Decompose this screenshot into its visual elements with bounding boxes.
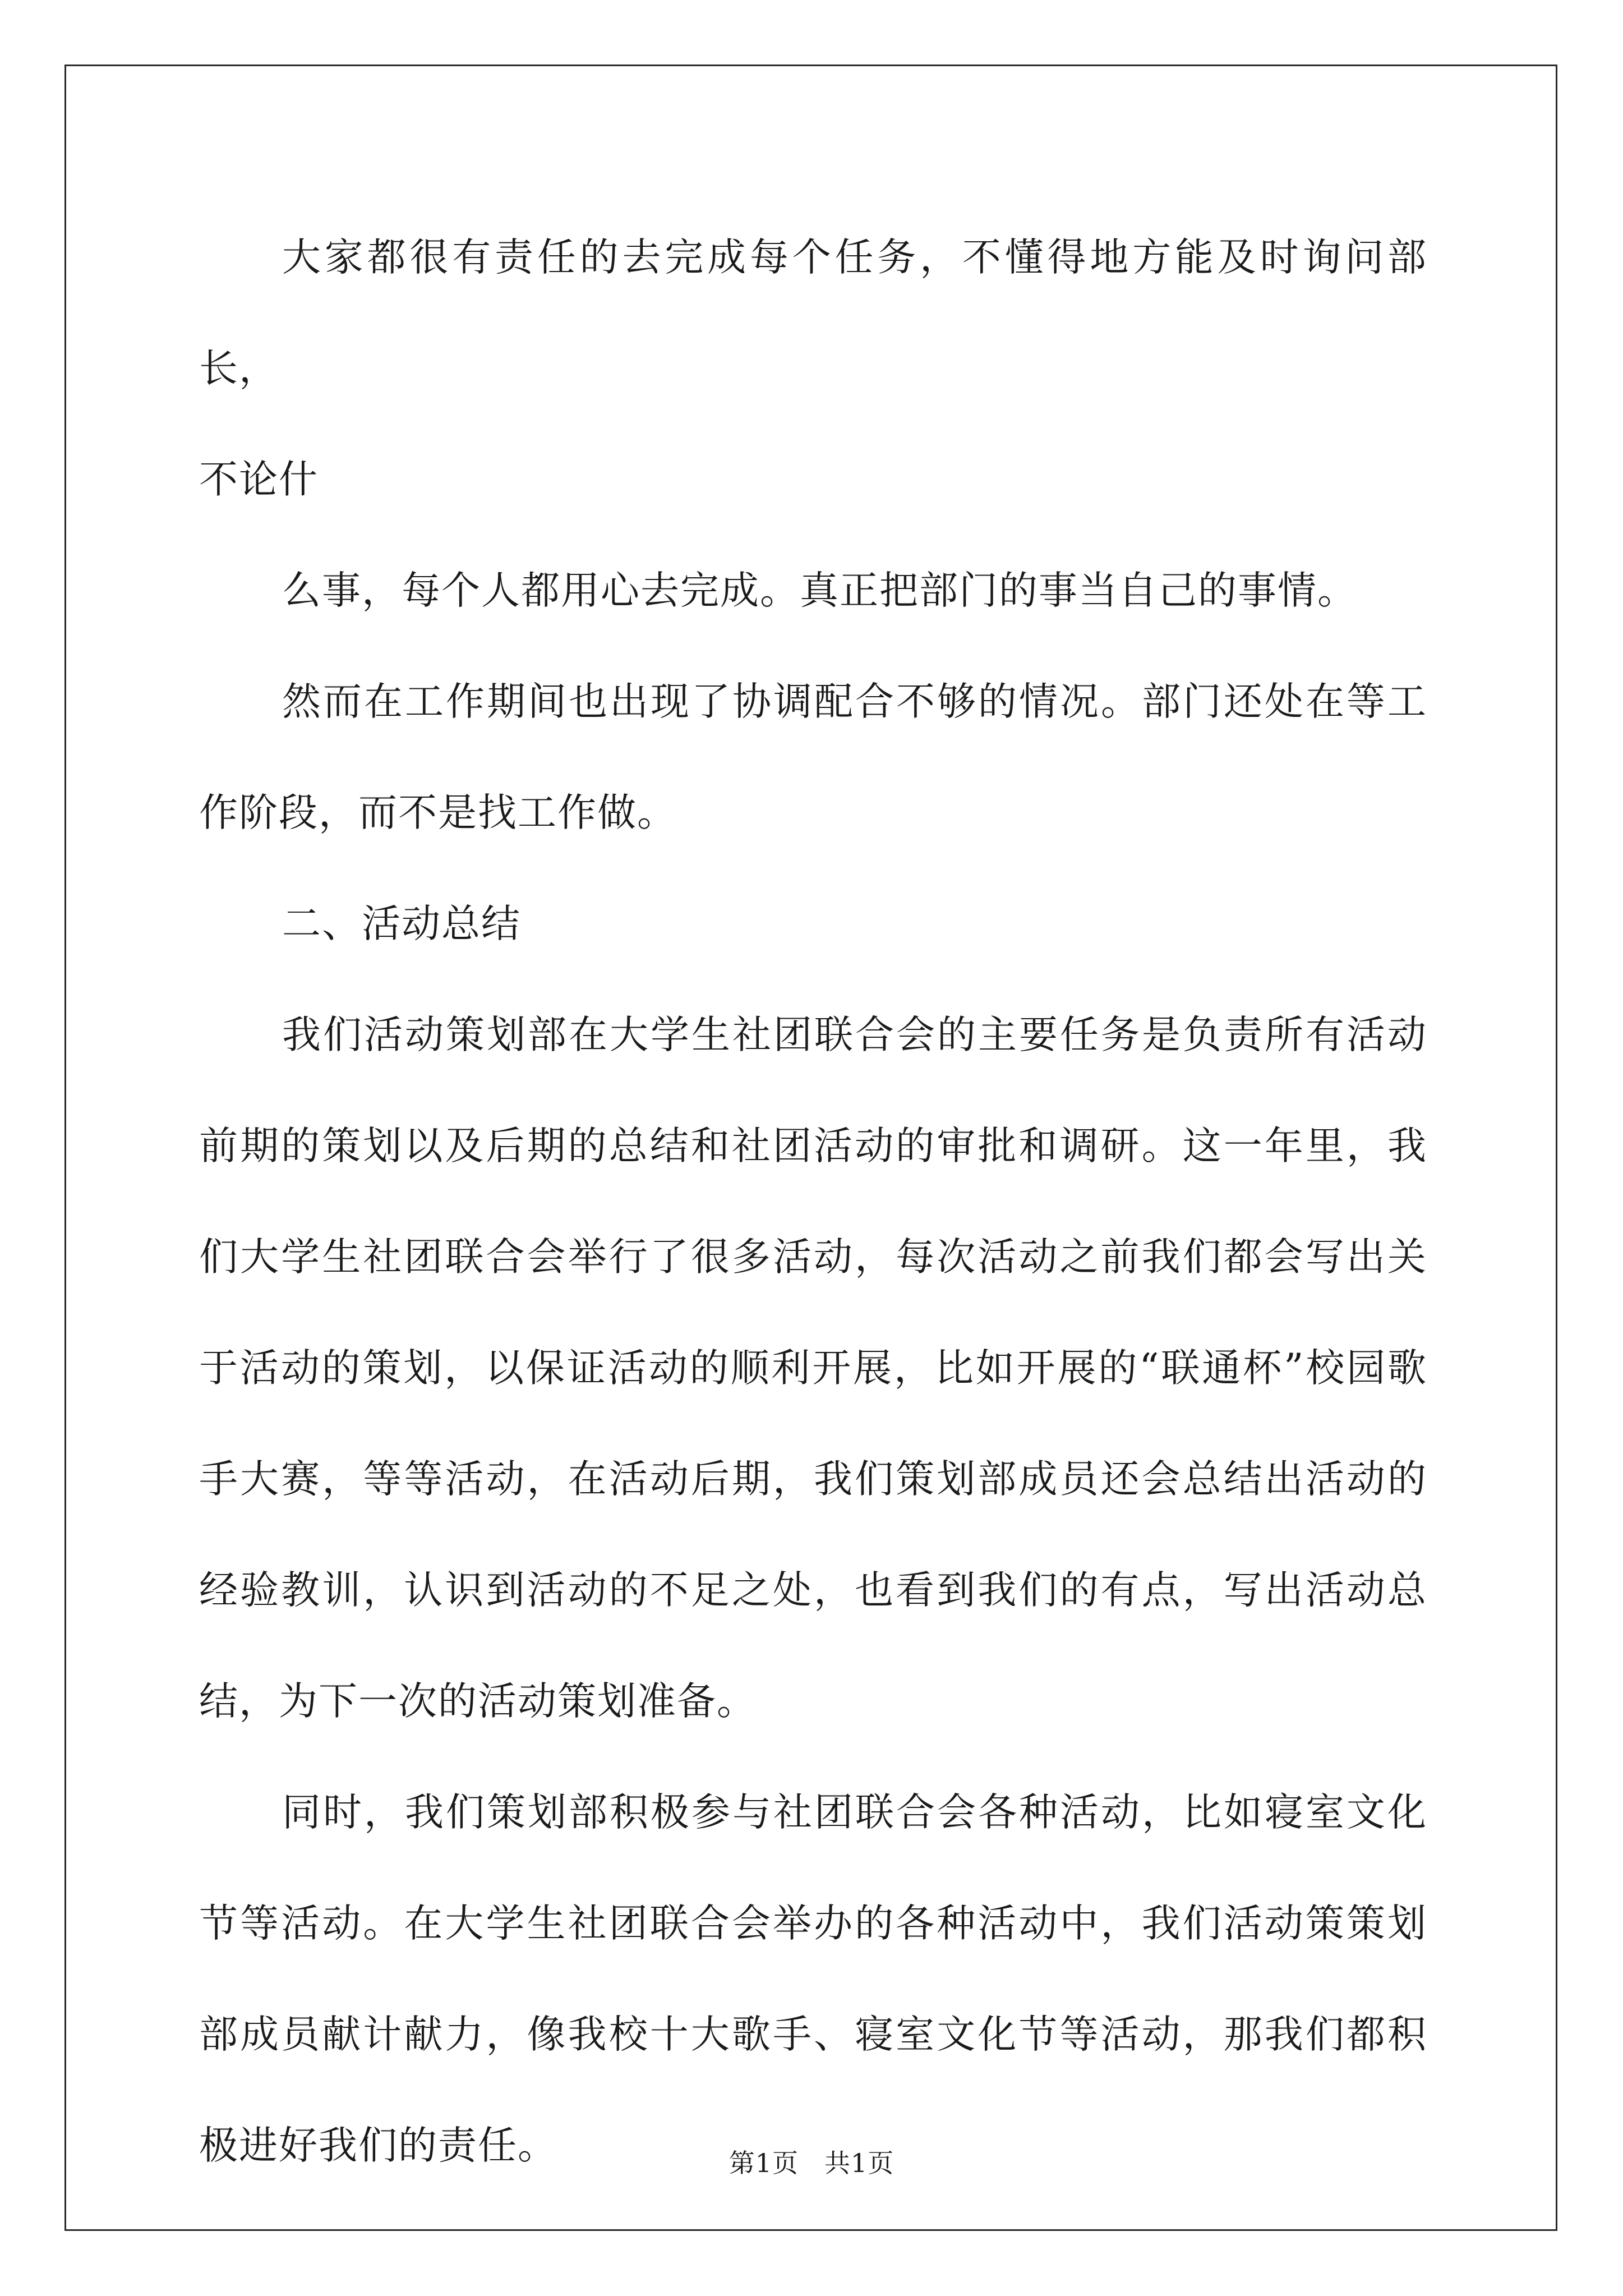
paragraph-4: 然而在工作期间也出现了协调配合不够的情况。部门还处在等工作阶段，而不是找工作做。 [199,679,1427,835]
paragraph-7: 同时，我们策划部积极参与社团联合会各种活动，比如寝室文化节等活动。在大学生社团联合会举办的各种活动中，我们活动策策划部成员献计献力，像我校十大歌手、寝室文化节等活动，那我们都积极进好我们的责任。 [199,1790,1427,2168]
page-number-total: 共1页 [824,2148,895,2178]
paragraph-3: 么事，每个人都用心去完成。真正把部门的事当自己的事情。 [282,568,1357,613]
document-body [199,202,1427,2201]
page-number-current: 第1页 [728,2148,799,2178]
paragraph-2: 不论什 [199,457,319,502]
page-footer [0,2143,1623,2180]
paragraph-1: 大家都很有责任的去完成每个任务，不懂得地方能及时询问部长， [199,235,1427,391]
paragraph-6: 我们活动策划部在大学生社团联合会的主要任务是负责所有活动前期的策划以及后期的总结和社团活动的审批和调研。这一年里，我们大学生社团联合会举行了很多活动，每次活动之前我们都会写出关于活动的策划，以保证活动的顺利开展，比如开展的“联通杯”校园歌手大赛，等等活动，在活动后期，我们策划部成员还会总结出活动的经验教训，认识到活动的不足之处，也看到我们的有点，写出活动总结，为下一次的活动策划准备。 [199,1013,1427,1724]
section-heading-activity-summary: 二、活动总结 [282,901,521,946]
